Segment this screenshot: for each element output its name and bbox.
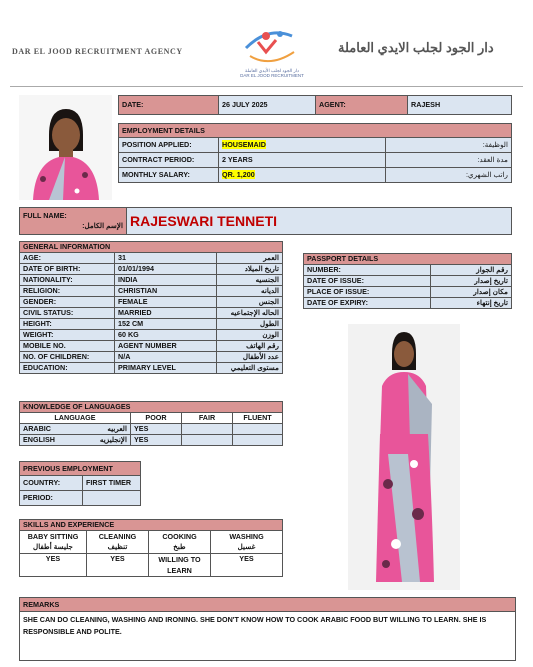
skill-header [211, 531, 283, 554]
passport-row [304, 265, 512, 276]
passport-label: DATE OF EXPIRY: [304, 298, 431, 309]
full-name-table [19, 207, 512, 235]
general-value: INDIA [115, 275, 217, 286]
general-info-table [19, 241, 283, 374]
language-fair [182, 435, 233, 446]
previous-title: PREVIOUS EMPLOYMENT [20, 462, 141, 476]
portrait-photo [19, 95, 112, 200]
passport-title: PASSPORT DETAILS [304, 254, 512, 265]
skill-value: YES [87, 554, 149, 577]
contract-label: CONTRACT PERIOD: [119, 153, 219, 168]
skill-name-ar: طبخ [173, 542, 186, 551]
full-name-value: RAJESWARI TENNETI [127, 208, 512, 235]
date-value: 26 JULY 2025 [219, 96, 316, 115]
general-ar: عدد الأطفال [217, 352, 283, 363]
position-value: HOUSEMAID [222, 140, 266, 149]
passport-row [304, 276, 512, 287]
general-row [20, 330, 283, 341]
general-row [20, 319, 283, 330]
remarks-table [19, 597, 516, 661]
language-row [20, 435, 283, 446]
language-en: ENGLISH [23, 435, 55, 444]
general-row [20, 253, 283, 264]
skill-name-ar: غسيل [237, 542, 256, 551]
general-row [20, 352, 283, 363]
period-label: PERIOD: [20, 491, 83, 506]
country-value: FIRST TIMER [83, 476, 141, 491]
full-name-label-cell [20, 208, 127, 235]
skills-table [19, 519, 283, 577]
general-ar: رقم الهاتف [217, 341, 283, 352]
logo-caption [226, 68, 318, 78]
skill-value: YES [20, 554, 87, 577]
general-row [20, 264, 283, 275]
general-info-title: GENERAL INFORMATION [20, 242, 283, 253]
general-label: NATIONALITY: [20, 275, 115, 286]
general-ar: الديانه [217, 286, 283, 297]
date-label: DATE: [119, 96, 219, 115]
employment-title: EMPLOYMENT DETAILS [119, 124, 512, 138]
general-ar: تاريخ الميلاد [217, 264, 283, 275]
general-label: GENDER: [20, 297, 115, 308]
language-fluent [233, 435, 283, 446]
language-fluent [233, 424, 283, 435]
general-value: N/A [115, 352, 217, 363]
skill-name-en: COOKING [162, 532, 197, 541]
general-value: PRIMARY LEVEL [115, 363, 217, 374]
language-cell [20, 435, 131, 446]
languages-title: KNOWLEDGE OF LANGUAGES [20, 402, 283, 413]
remarks-text: SHE CAN DO CLEANING, WASHING AND IRONING. SHE DON'T KNOW HOW TO COOK ARABIC FOOD BUT WILLING TO LEARN. SHE IS RESPONSIBLE AND POLITE. [20, 612, 516, 661]
agent-value: RAJESH [408, 96, 512, 115]
remarks-title: REMARKS [20, 598, 516, 612]
contract-ar: مدة العقد: [386, 153, 512, 168]
skills-title: SKILLS AND EXPERIENCE [20, 520, 283, 531]
language-row [20, 424, 283, 435]
languages-table [19, 401, 283, 446]
passport-ar: تاريخ إصدار [431, 276, 512, 287]
skill-name-en: CLEANING [98, 532, 137, 541]
lang-header-fair: FAIR [182, 413, 233, 424]
general-ar: الحاله الإجتماعيه [217, 308, 283, 319]
passport-label: DATE OF ISSUE: [304, 276, 431, 287]
general-row [20, 286, 283, 297]
general-value: MARRIED [115, 308, 217, 319]
passport-row [304, 298, 512, 309]
language-poor: YES [131, 424, 182, 435]
language-fair [182, 424, 233, 435]
logo-caption-ar: دار الجود لجلب الأيدي العاملة [245, 68, 299, 73]
date-agent-table [118, 95, 512, 115]
header-divider [10, 86, 523, 87]
passport-ar: مكان إصدار [431, 287, 512, 298]
salary-label: MONTHLY SALARY: [119, 168, 219, 183]
general-value: FEMALE [115, 297, 217, 308]
skill-header [149, 531, 211, 554]
general-value: 60 KG [115, 330, 217, 341]
general-row [20, 341, 283, 352]
general-label: MOBILE NO. [20, 341, 115, 352]
skill-name-ar: تنظيف [107, 542, 128, 551]
passport-row [304, 287, 512, 298]
passport-ar: رقم الجواز [431, 265, 512, 276]
logo-caption-en: DAR EL JOOD RECRUITMENT [240, 73, 304, 78]
salary-value: QR. 1,200 [222, 170, 255, 179]
language-cell [20, 424, 131, 435]
agency-name-en: DAR EL JOOD RECRUITMENT AGENCY [12, 47, 183, 56]
general-label: EDUCATION: [20, 363, 115, 374]
general-row [20, 297, 283, 308]
skill-header [87, 531, 149, 554]
language-ar: الإنجليزيه [99, 435, 127, 444]
general-label: DATE OF BIRTH: [20, 264, 115, 275]
passport-label: PLACE OF ISSUE: [304, 287, 431, 298]
general-value: 01/01/1994 [115, 264, 217, 275]
general-row [20, 275, 283, 286]
position-label: POSITION APPLIED: [119, 138, 219, 153]
language-en: ARABIC [23, 424, 51, 433]
period-value [83, 491, 141, 506]
lang-header-fluent: FLUENT [233, 413, 283, 424]
full-name-label-ar: الإسم الكامل: [82, 221, 123, 230]
full-name-label-en: FULL NAME: [23, 211, 67, 220]
general-label: HEIGHT: [20, 319, 115, 330]
country-label: COUNTRY: [20, 476, 83, 491]
general-value: 31 [115, 253, 217, 264]
skill-value: YES [211, 554, 283, 577]
skill-name-en: BABY SITTING [27, 532, 79, 541]
general-ar: الوزن [217, 330, 283, 341]
employment-details-table [118, 123, 512, 183]
general-ar: الجنس [217, 297, 283, 308]
previous-employment-table [19, 461, 141, 506]
general-row [20, 363, 283, 374]
skill-value: WILLING TO LEARN [149, 554, 211, 577]
general-label: WEIGHT: [20, 330, 115, 341]
skill-header [20, 531, 87, 554]
lang-header-poor: POOR [131, 413, 182, 424]
contract-value: 2 YEARS [219, 153, 386, 168]
general-label: AGE: [20, 253, 115, 264]
language-ar: العربيه [107, 424, 127, 433]
skill-name-ar: جليسة أطفال [32, 542, 74, 551]
passport-details-table [303, 253, 512, 309]
general-ar: العمر [217, 253, 283, 264]
language-poor: YES [131, 435, 182, 446]
general-value: CHRISTIAN [115, 286, 217, 297]
general-row [20, 308, 283, 319]
general-ar: الطول [217, 319, 283, 330]
general-label: RELIGION: [20, 286, 115, 297]
lang-header-language: LANGUAGE [20, 413, 131, 424]
general-label: NO. OF CHILDREN: [20, 352, 115, 363]
salary-ar: راتب الشهري: [386, 168, 512, 183]
skill-name-en: WASHING [229, 532, 264, 541]
general-value: AGENT NUMBER [115, 341, 217, 352]
agent-label: AGENT: [316, 96, 408, 115]
full-body-photo [348, 324, 460, 590]
passport-ar: تاريخ إنتهاء [431, 298, 512, 309]
passport-label: NUMBER: [304, 265, 431, 276]
general-ar: مستوى التعليمي [217, 363, 283, 374]
general-label: CIVIL STATUS: [20, 308, 115, 319]
general-value: 152 CM [115, 319, 217, 330]
position-ar: الوظيفة: [386, 138, 512, 153]
agency-name-ar: دار الجود لجلب الايدي العاملة [338, 40, 494, 55]
general-ar: الجنسيه [217, 275, 283, 286]
